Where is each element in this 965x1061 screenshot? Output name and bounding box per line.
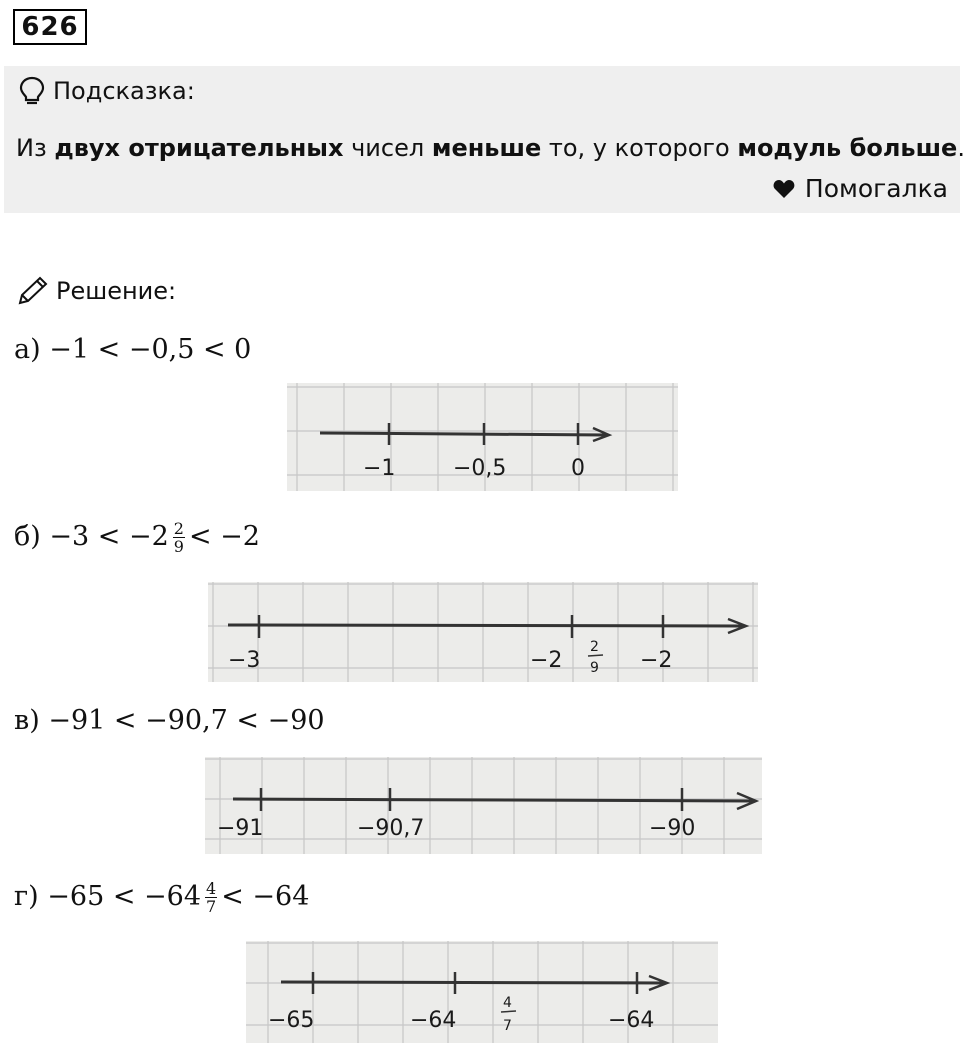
fraction: $\frac{4}{7}$ <box>206 879 217 916</box>
pencil-icon <box>16 275 50 307</box>
tick-label: −90,7 <box>357 816 425 841</box>
hint-title: Подсказка: <box>53 77 195 105</box>
tick-label: −90 <box>649 816 696 841</box>
number-line-v <box>205 757 762 854</box>
tick-label: −91 <box>217 816 264 841</box>
inequality-g: г) −65 < −64 $\frac{4}{7}$ < −64 <box>14 879 310 916</box>
tick-label: −0,5 <box>453 456 507 481</box>
lightbulb-icon <box>19 76 45 106</box>
number-line-a-drawing <box>287 383 678 491</box>
number-line-b-drawing <box>208 582 758 682</box>
number-line-v-drawing <box>205 757 762 854</box>
tick-label: 4 <box>503 995 512 1011</box>
tick-label: −64 <box>608 1008 655 1033</box>
brand-signature <box>773 174 948 203</box>
tick-label: −1 <box>363 456 396 481</box>
heart-icon <box>773 179 795 199</box>
number-line-g <box>246 941 718 1043</box>
tick-label: −64 <box>410 1008 457 1033</box>
tick-label: 2 <box>590 639 599 655</box>
inequality-v: в) −91 < −90,7 < −90 <box>14 705 325 736</box>
brand-name: Помогалка <box>804 174 948 203</box>
tick-label: 7 <box>503 1018 512 1034</box>
tick-label: 0 <box>571 456 585 481</box>
number-line-g-drawing <box>246 941 718 1043</box>
number-line-a <box>287 383 678 491</box>
tick-label: −2 <box>640 648 673 673</box>
hint-text: Из двух отрицательных чисел меньше то, у которого модуль больше. <box>16 134 965 162</box>
task-number: 626 <box>13 9 87 45</box>
solution-title: Решение: <box>56 277 177 305</box>
solution-header <box>16 275 176 307</box>
number-line-b <box>208 582 758 682</box>
tick-label: 9 <box>590 660 599 676</box>
inequality-b: б) −3 < −2 $\frac{2}{9}$ < −2 <box>14 519 260 556</box>
tick-label: −2 <box>530 648 563 673</box>
inequality-a: а) −1 < −0,5 < 0 <box>14 334 252 365</box>
tick-label: −3 <box>228 648 261 673</box>
hint-header <box>19 76 195 106</box>
tick-label: −65 <box>268 1008 315 1033</box>
fraction: $\frac{2}{9}$ <box>173 519 184 556</box>
hint-box <box>4 66 965 213</box>
